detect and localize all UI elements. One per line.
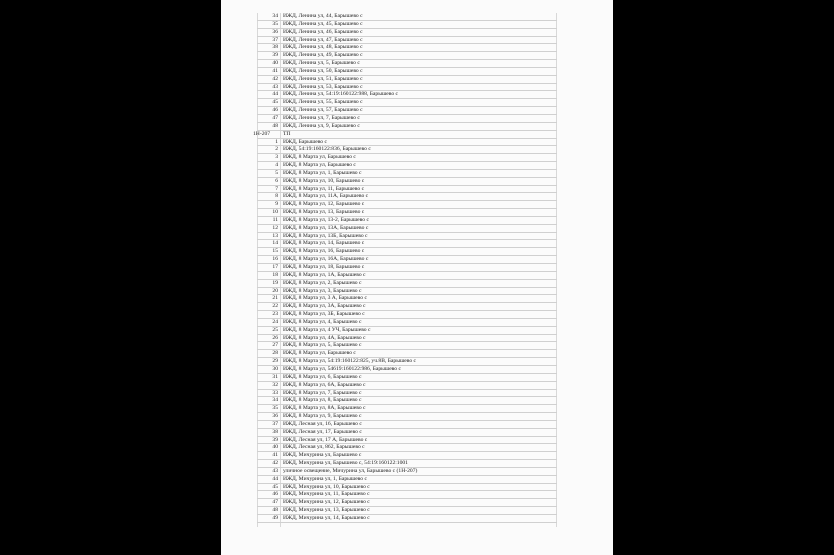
row-number: 8 [275,193,278,200]
row-address: ИЖД, 8 Марта ул, 4А, Барышево с [283,334,366,341]
table-row [257,13,557,21]
row-address: ИЖД, Мичурина ул, 13, Барышево с [283,507,370,514]
row-address: ИЖД, 8 Марта ул, 3А, Барышево с [283,303,366,310]
row-number: 17 [272,264,278,270]
row-address: ИЖД, Ленина ул, 45, Барышево с [283,20,363,27]
row-address: ИЖД, 8 Марта ул, 7, Барышево с [283,389,362,396]
table-row [257,303,557,311]
row-number: 3 [275,154,278,161]
row-address: ИЖД, Лесная ул, 862, Барышево с [283,444,365,451]
row-address: ИЖД, 8 Марта ул, 13А, Барышево с [283,224,369,231]
row-number: 48 [272,507,278,514]
row-address: ИЖД, Ленина ул, 48, Барышево с [283,44,363,51]
row-number: 13 [272,232,278,239]
row-number: 25 [272,326,278,333]
row-number: 33 [272,389,278,396]
table-row [257,437,557,445]
table-row [257,499,557,507]
table-row [257,84,557,92]
row-address: ИЖД, Ленина ул, 50, Барышево с [283,67,363,74]
row-address: ИЖД, Ленина ул, 54:19:160122:988, Барышево с [283,91,399,98]
table-row [257,335,557,343]
table-row [257,154,557,162]
table-row [257,444,557,452]
table-row [257,311,557,319]
table-row [257,209,557,217]
row-number: 7 [275,185,278,192]
row-address: ИЖД, 8 Марта ул, 11А, Барышево с [283,193,369,200]
row-number: 40 [272,444,278,451]
table-row [257,264,557,272]
row-address: ИЖД, Ленина ул, 57, Барышево с [283,107,363,114]
address-table [253,13,557,523]
row-address: ИЖД, 8 Марта ул, 18, Барышево с [283,264,365,270]
row-number: 44 [272,475,278,482]
table-row [257,178,557,186]
row-address: ИЖД, Мичурина ул, 12, Барышево с [283,499,370,506]
row-number: 26 [272,334,278,341]
table-row [257,233,557,241]
table-row [257,374,557,382]
row-number: 49 [272,515,278,521]
row-address: ИЖД, 8 Марта ул, 5, Барышево с [283,342,362,349]
row-address: ИЖД, Мичурина ул, Барышево с, 54:19:160122:1001 [283,460,408,467]
table-row [257,413,557,421]
row-number: 28 [272,350,278,357]
table-row [257,37,557,45]
row-number: 42 [272,75,278,82]
row-address: ТП [283,130,291,137]
row-number: 11 [272,216,278,223]
row-address: ИЖД, 8 Марта ул, 6А, Барышево с [283,381,366,388]
row-address: ИЖД, Ленина ул, 44, Барышево с [283,13,363,19]
row-address: ИЖД, Ленина ул, 49, Барышево с [283,52,363,59]
row-address: ИЖД, 8 Марта ул, 1А, Барышево с [283,271,366,278]
table-row [257,29,557,37]
row-number: 46 [272,107,278,114]
row-number: 2 [275,146,278,153]
row-address: ИЖД, Ленина ул, 5, Барышево с [283,60,360,67]
row-number: 45 [272,483,278,490]
row-number: 22 [272,303,278,310]
row-address: ИЖД, Мичурина ул, 10, Барышево с [283,483,370,490]
row-number: 32 [272,381,278,388]
table-row [257,139,557,147]
row-number: 38 [272,44,278,51]
table-row [257,452,557,460]
row-address: ИЖД, 8 Марта ул, 8, Барышево с [283,397,362,404]
row-address: ИЖД, Лесная ул, 17 А, Барышево с [283,436,368,443]
table-row [257,515,557,523]
row-address: ИЖД, Мичурина ул, 1, Барышево с [283,475,367,482]
row-number: 43 [272,467,278,474]
row-number: 43 [272,83,278,90]
row-number: 34 [272,397,278,404]
row-number: 9 [275,201,278,208]
row-number: 30 [272,365,278,372]
table-row [257,68,557,76]
row-number: 47 [272,499,278,506]
row-address: ИЖД, 8 Марта ул, Барышево с [283,162,356,169]
row-address: ИЖД, Ленина ул, 53, Барышево с [283,83,363,90]
row-address: ИЖД, Ленина ул, 7, Барышево с [283,114,360,121]
document-page [221,0,613,555]
row-address: ИЖД, Мичурина ул, Барышево с [283,452,362,459]
table-row [257,288,557,296]
row-number: 41 [272,67,278,74]
row-number: 35 [272,20,278,27]
table-row [257,429,557,437]
row-number: 35 [272,405,278,412]
table-row [257,256,557,264]
table-row [257,405,557,413]
row-number: 23 [272,311,278,318]
row-number: 37 [272,36,278,43]
row-number: 19 [272,279,278,286]
row-address: ИЖД, 8 Марта ул, 12, Барышево с [283,201,365,208]
table-row [257,99,557,107]
table-row [257,468,557,476]
row-number: 24 [272,318,278,325]
row-number: 20 [272,287,278,294]
row-number: 10 [272,209,278,216]
table-row [257,327,557,335]
table-row [257,421,557,429]
table-row [257,186,557,194]
row-address: ИЖД, Барышево с [283,138,327,145]
table-row [257,295,557,303]
row-number: 21 [272,295,278,302]
row-number: 16 [272,256,278,263]
row-address: ИЖД, Ленина ул, 55, Барышево с [283,99,363,106]
row-address: ИЖД, 8 Марта ул, 13, Барышево с [283,209,365,216]
row-address: ИЖД, 8 Марта ул, 6, Барышево с [283,373,362,380]
table-row [257,217,557,225]
table-row [257,491,557,499]
table-row [257,60,557,68]
row-address: ИЖД, 8 Марта ул, 13Б, Барышево с [283,232,368,239]
row-number: 36 [272,413,278,420]
row-number: 6 [275,177,278,184]
row-address: ИЖД, 8 Марта ул, 3Б, Барышево с [283,311,365,318]
row-number: 39 [272,436,278,443]
row-address: ИЖД, Ленина ул, 51, Барышево с [283,75,363,82]
row-number: 34 [272,13,278,19]
row-number: 44 [272,91,278,98]
row-number: 31 [272,373,278,380]
table-row [257,123,557,131]
table-row [257,170,557,178]
row-number: 40 [272,60,278,67]
row-address: ИЖД, 8 Марта ул, 16, Барышево с [283,248,365,255]
row-address: ИЖД, 8 Марта ул, 4 УЧ, Барышево с [283,326,371,333]
row-number: 39 [272,52,278,59]
row-address: уличное освещение, Мичурина ул, Барышево с (1Н-207) [283,467,418,474]
row-address: ИЖД, 8 Марта ул, 11, Барышево с [283,185,365,192]
row-number: 1H-207 [253,130,271,137]
table-row [257,76,557,84]
row-address: ИЖД, 8 Марта ул, 8А, Барышево с [283,405,366,412]
table-row [257,201,557,209]
row-address: ИЖД, 8 Марта ул, 9, Барышево с [283,413,362,420]
row-number: 38 [272,428,278,435]
row-number: 48 [272,122,278,129]
row-number: 29 [272,358,278,365]
row-address: ИЖД, 8 Марта ул, 14, Барышево с [283,240,365,247]
row-address: ИЖД, 8 Марта ул, 10, Барышево с [283,177,365,184]
row-number: 42 [272,460,278,467]
row-address: ИЖД, 8 Марта ул, Барышево с [283,350,356,357]
row-number: 1 [275,138,278,145]
row-address: ИЖД, 8 Марта ул, 13-2, Барышево с [283,216,369,223]
table-row [257,350,557,358]
table-row [257,460,557,468]
row-address: ИЖД, Мичурина ул, 11, Барышево с [283,491,370,498]
row-address: ИЖД, Лесная ул, 17, Барышево с [283,428,362,435]
table-row [257,272,557,280]
table-row [257,107,557,115]
table-row [257,390,557,398]
table-row [257,248,557,256]
row-address: ИЖД, 8 Марта ул, 16А, Барышево с [283,256,369,263]
table-row [257,319,557,327]
row-number: 18 [272,271,278,278]
table-row [257,240,557,248]
row-number: 27 [272,342,278,349]
table-group-row [253,130,557,139]
row-address: ИЖД, 8 Марта ул, 4, Барышево с [283,318,362,325]
row-number: 45 [272,99,278,106]
row-number: 12 [272,224,278,231]
table-row [257,366,557,374]
table-row [257,358,557,366]
row-address: ИЖД, 8 Марта ул, 1, Барышево с [283,169,362,176]
row-number: 4 [275,162,278,169]
table-row [257,397,557,405]
table-row [257,21,557,29]
row-address: ИЖД, 8 Марта ул, 3 А, Барышево с [283,295,367,302]
table-row [257,484,557,492]
table-row [257,115,557,123]
row-address: ИЖД, Ленина ул, 46, Барышево с [283,28,363,35]
table-row [257,193,557,201]
table-row [257,162,557,170]
row-address: ИЖД, Мичурина ул, 14, Барышево с [283,515,370,521]
row-address: ИЖД, 8 Марта ул, Барышево с [283,154,356,161]
row-number: 46 [272,491,278,498]
row-number: 47 [272,114,278,121]
row-number: 41 [272,452,278,459]
table-row [257,476,557,484]
row-number: 5 [275,169,278,176]
row-address: ИЖД, 8 Марта ул, 2, Барышево с [283,279,362,286]
table-row [257,342,557,350]
row-number: 14 [272,240,278,247]
table-row [257,225,557,233]
row-address: ИЖД, 8 Марта ул, 3, Барышево с [283,287,362,294]
table-row [257,91,557,99]
row-address: ИЖД, 8 Марта ул, 54619:160122:986, Барышево с [283,365,401,372]
row-number: 37 [272,420,278,427]
table-row [257,382,557,390]
table-row [257,146,557,154]
row-address: ИЖД, Ленина ул, 9, Барышево с [283,122,360,129]
table-row [257,52,557,60]
row-address: ИЖД, Ленина ул, 47, Барышево с [283,36,363,43]
row-number: 15 [272,248,278,255]
table-row [257,507,557,515]
row-number: 36 [272,28,278,35]
row-address: ИЖД, 54:19:160122:836, Барышево с [283,146,371,153]
table-row [257,280,557,288]
row-address: ИЖД, Лесная ул, 16, Барышево с [283,420,362,427]
row-address: ИЖД, 8 Марта ул, 54:19:160122:825, уч.8В, Барышево с [283,358,417,365]
table-row [257,44,557,52]
